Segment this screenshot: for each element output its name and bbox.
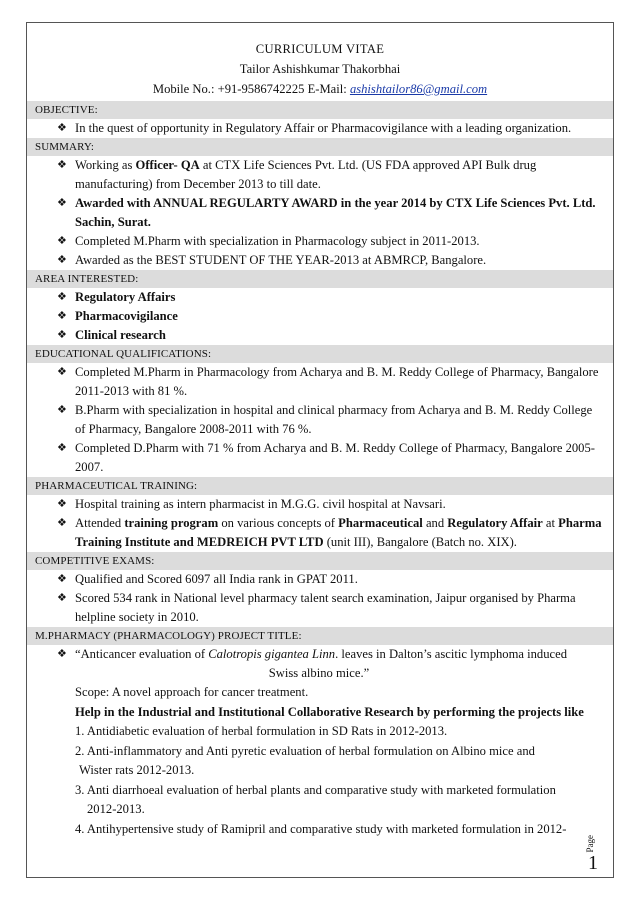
section-education: EDUCATIONAL QUALIFICATIONS: (27, 345, 613, 363)
list-item: ❖ In the quest of opportunity in Regulatory Affair or Pharmacovigilance with a leading organization. (27, 119, 613, 138)
list-item: ❖ Clinical research (27, 326, 613, 345)
page-label: Page (585, 835, 595, 853)
list-item: ❖ Attended training program on various concepts of Pharmaceutical and Regulatory Affair at Pharma Training Institute and MEDREICH PVT LTD (unit III), Bangalore (Batch no. XIX). (57, 516, 602, 549)
list-item: ❖ Completed D.Pharm with 71 % from Acharya and B. M. Reddy College of Pharmacy, Bangalore 2005-2007. (57, 441, 595, 474)
resume-header (27, 23, 613, 99)
page-number (583, 835, 603, 873)
list-item: ❖ Qualified and Scored 6097 all India rank in GPAT 2011. (27, 570, 613, 589)
diamond-bullet-icon: ❖ (57, 291, 67, 303)
diamond-bullet-icon: ❖ (57, 197, 67, 209)
diamond-bullet-icon: ❖ (57, 592, 67, 604)
diamond-bullet-icon: ❖ (57, 310, 67, 322)
candidate-name: Tailor Ashishkumar Thakorbhai (239, 62, 401, 76)
section-area-interested: AREA INTERESTED: (27, 270, 613, 288)
section-summary: SUMMARY: (27, 138, 613, 156)
list-item: ❖ Regulatory Affairs (27, 288, 613, 307)
list-item: ❖ Scored 534 rank in National level pharmacy talent search examination, Jaipur organised by Pharma helpline society in 2010. (57, 591, 576, 624)
project-item: 4. Antihypertensive study of Ramipril and comparative study with marketed formulation in 2012- (75, 821, 567, 836)
diamond-bullet-icon: ❖ (57, 254, 67, 266)
project-help: Help in the Industrial and Institutional Collaborative Research by performing the projects like (75, 704, 584, 719)
diamond-bullet-icon: ❖ (57, 648, 67, 660)
list-item: ❖ Completed M.Pharm with specialization in Pharmacology subject in 2011-2013. (27, 232, 613, 251)
diamond-bullet-icon: ❖ (57, 235, 67, 247)
section-objective: OBJECTIVE: (27, 101, 613, 119)
list-item: ❖ Awarded with ANNUAL REGULARTY AWARD in the year 2014 by CTX Life Sciences Pvt. Ltd. Sachin, Surat. (57, 196, 596, 229)
resume-page (26, 22, 614, 878)
diamond-bullet-icon: ❖ (57, 366, 67, 378)
project-item: 1. Antidiabetic evaluation of herbal formulation in SD Rats in 2012-2013. (75, 724, 448, 738)
project-title: ❖ “Anticancer evaluation of Calotropis gigantea Linn. leaves in Dalton’s ascitic lymphoma induced Swiss albino mice.” (57, 647, 567, 680)
diamond-bullet-icon: ❖ (57, 442, 67, 454)
diamond-bullet-icon: ❖ (57, 517, 67, 529)
section-project-title: M.PHARMACY (PHARMACOLOGY) PROJECT TITLE: (27, 627, 613, 645)
diamond-bullet-icon: ❖ (57, 159, 67, 171)
diamond-bullet-icon: ❖ (57, 498, 67, 510)
contact-line (27, 79, 613, 99)
project-scope: Scope: A novel approach for cancer treatment. (75, 685, 309, 699)
diamond-bullet-icon: ❖ (57, 329, 67, 341)
project-item-continued: 2012-2013. (87, 802, 145, 816)
project-item-continued: Wister rats 2012-2013. (79, 763, 195, 777)
project-item: 3. Anti diarrhoeal evaluation of herbal plants and comparative study with marketed formulation (75, 782, 556, 797)
list-item: ❖ Completed M.Pharm in Pharmacology from Acharya and B. M. Reddy College of Pharmacy, Bangalore 2011-2013 with 81 %. (57, 365, 599, 398)
list-item: ❖ Awarded as the BEST STUDENT OF THE YEAR-2013 at ABMRCP, Bangalore. (27, 251, 613, 270)
list-item: ❖ Working as Officer- QA at CTX Life Sciences Pvt. Ltd. (US FDA approved API Bulk drug manufacturing) from December 2013 to till date. (57, 158, 537, 191)
email-link[interactable]: ashishtailor86@gmail.com (349, 82, 488, 96)
page-number-value: 1 (588, 851, 598, 874)
diamond-bullet-icon: ❖ (57, 573, 67, 585)
diamond-bullet-icon: ❖ (57, 404, 67, 416)
list-item: ❖ B.Pharm with specialization in hospital and clinical pharmacy from Acharya and B. M. Reddy College of Pharmacy, Bangalore 2008-2011 with 76 %. (57, 403, 593, 436)
mobile-text: Mobile No.: +91-9586742225 E-Mail: (152, 82, 347, 96)
section-competitive-exams: COMPETITIVE EXAMS: (27, 552, 613, 570)
list-item: ❖ Hospital training as intern pharmacist in M.G.G. civil hospital at Navsari. (27, 495, 613, 514)
project-item: 2. Anti-inflammatory and Anti pyretic evaluation of herbal formulation on Albino mice and (75, 743, 535, 758)
list-item: ❖ Pharmacovigilance (27, 307, 613, 326)
diamond-bullet-icon: ❖ (57, 122, 67, 134)
resume-title: CURRICULUM VITAE (255, 42, 385, 56)
section-training: PHARMACEUTICAL TRAINING: (27, 477, 613, 495)
